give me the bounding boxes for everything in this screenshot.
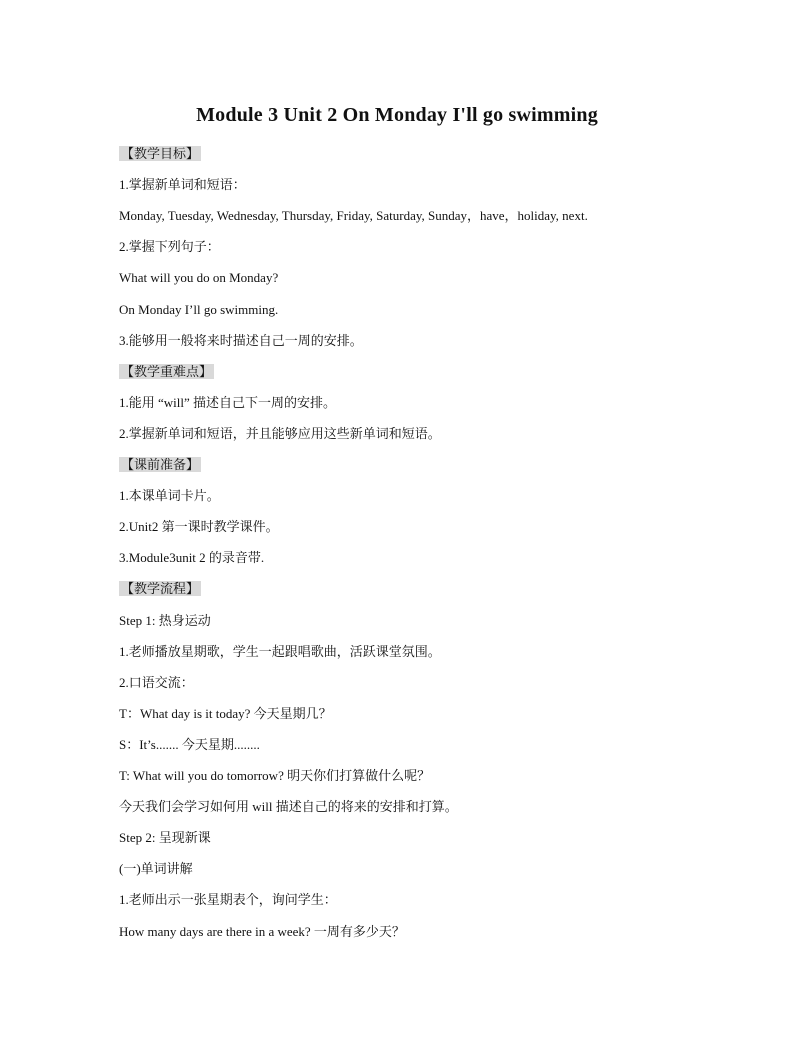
body-line [119,737,260,753]
section-heading-label: 【教学重难点】 [121,363,213,379]
body-line-text: 1.本课单词卡片。 [119,488,220,504]
body-line [119,488,220,504]
body-line-text: 1.能用 “will” 描述自己下一周的安排。 [119,394,337,410]
body-line [119,861,193,877]
section-heading [119,364,214,380]
body-line-text: Monday, Tuesday, Wednesday, Thursday, Friday, Saturday, Sunday，have，holiday, next. [119,208,588,224]
body-line [119,924,405,940]
section-heading [119,146,201,162]
body-line-text: 2.口语交流： [119,674,194,690]
body-line [119,270,278,286]
body-line [119,675,194,691]
section-heading-label: 【课前准备】 [121,457,200,472]
body-line [119,239,220,255]
body-line-text: T：What day is it today? 今天星期几？ [119,705,332,721]
body-line-text: 2.掌握下列句子： [119,239,220,255]
body-line-text: 3.Module3unit 2 的录音带. [119,550,265,566]
body-line [119,550,264,566]
body-line-text: 今天我们会学习如何用 will 描述自己的将来的安排和打算。 [119,799,458,815]
section-heading-label: 【教学流程】 [121,581,200,597]
body-line-text: 2.Unit2 第一课时教学课件。 [119,519,279,535]
body-line [119,177,246,193]
section-heading-label: 【教学目标】 [121,146,200,161]
body-line [119,799,458,815]
body-line [119,830,211,846]
body-line [119,644,441,660]
section-heading [119,581,201,597]
body-line-text: How many days are there in a week? 一周有多少天？ [119,923,405,939]
body-line-text: On Monday I’ll go swimming. [119,301,279,317]
body-line-text: 1.掌握新单词和短语： [119,177,246,193]
body-line [119,519,279,535]
body-line [119,613,211,629]
body-line-text: Step 2: 呈现新课 [119,830,211,846]
body-line-text: S：It’s....... 今天星期........ [119,736,260,752]
body-line-text: (一)单词讲解 [119,861,193,877]
body-line [119,426,441,442]
body-line-text: T: What will you do tomorrow? 明天你们打算做什么呢？ [119,768,431,783]
body-line [119,333,363,349]
body-line [119,302,278,318]
body-line [119,395,336,411]
body-line [119,892,337,908]
body-line-text: 3.能够用一般将来时描述自己一周的安排。 [119,332,363,348]
body-line-text: 1.老师播放星期歌，学生一起跟唱歌曲，活跃课堂氛围。 [119,643,441,659]
body-line [119,706,332,722]
section-heading [119,457,201,473]
document-title: Module 3 Unit 2 On Monday I'll go swimming [196,104,598,126]
body-line-text: 2.掌握新单词和短语，并且能够应用这些新单词和短语。 [119,425,441,441]
body-line [119,208,588,224]
body-line-text: 1.老师出示一张星期表个，询问学生： [119,892,337,908]
body-line-text: Step 1: 热身运动 [119,612,211,628]
body-line-text: What will you do on Monday? [119,270,279,286]
body-line [119,768,430,784]
